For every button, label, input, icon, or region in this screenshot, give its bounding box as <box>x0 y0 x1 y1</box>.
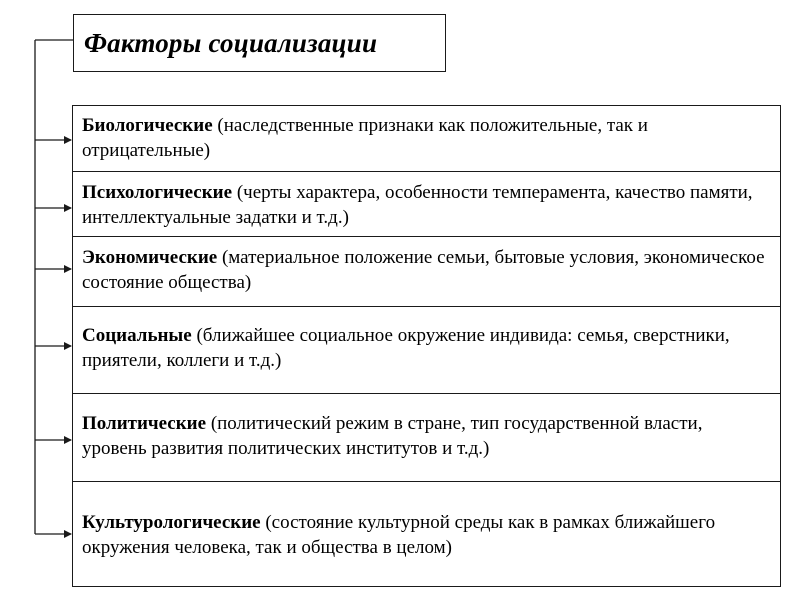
factor-description: (черты характера, особенности темперамента, качество памяти, интеллектуальные задатки и т.д.) <box>82 182 753 228</box>
factor-name: Социальные <box>82 325 192 346</box>
factor-description: (состояние культурной среды как в рамках ближайшего окружения человека, так и общества в целом) <box>82 512 716 558</box>
factor-description: (политический режим в стране, тип государственной власти, уровень развития политических институтов и т.д.) <box>82 413 703 459</box>
factor-name: Политические <box>82 413 207 434</box>
factor-name: Психологические <box>82 182 233 203</box>
factor-name: Экономические <box>82 247 218 268</box>
factor-description: (наследственные признаки как положительные, так и отрицательные) <box>82 115 648 161</box>
factor-social <box>72 307 781 394</box>
diagram-title: Факторы социализации <box>84 27 378 58</box>
title-box <box>73 14 446 72</box>
factor-biological <box>72 105 781 172</box>
factor-description: (материальное положение семьи, бытовые условия, экономическое состояние общества) <box>82 247 765 293</box>
factor-psychological <box>72 172 781 237</box>
factor-political <box>72 394 781 482</box>
factor-cultural <box>72 482 781 587</box>
factor-name: Биологические <box>82 115 213 136</box>
factor-economic <box>72 237 781 307</box>
factor-name: Культурологические <box>82 512 261 533</box>
factor-description: (ближайшее социальное окружение индивида: семья, сверстники, приятели, коллеги и т.д.) <box>82 325 730 371</box>
